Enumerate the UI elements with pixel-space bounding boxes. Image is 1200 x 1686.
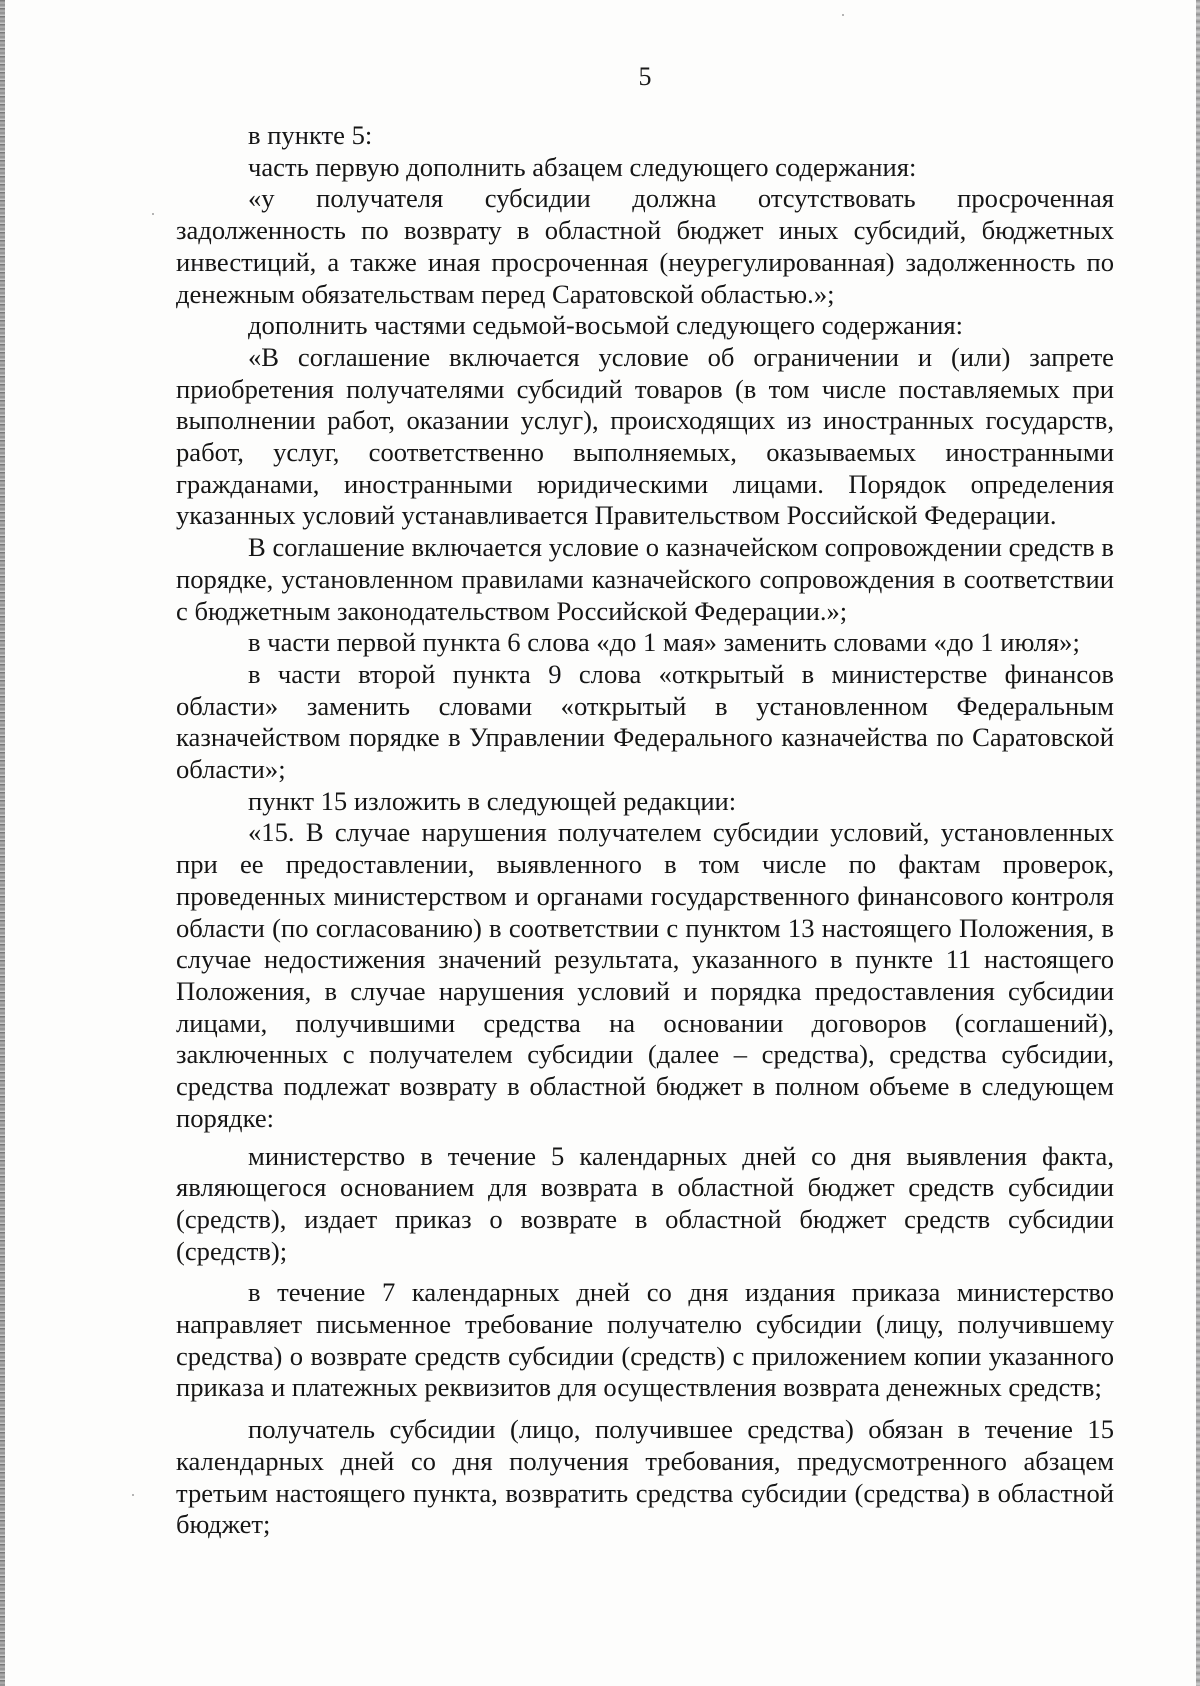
paragraph: получатель субсидии (лицо, получившее средства) обязан в течение 15 календарных дней со дня получения требования, предусмотренного абзацем третьим настоящего пункта, возвратить средства субсидии (средства) в областной бюджет; bbox=[176, 1414, 1114, 1540]
page-number: 5 bbox=[638, 62, 652, 91]
paragraph: в пункте 5: bbox=[248, 120, 373, 150]
paragraph: часть первую дополнить абзацем следующего содержания: bbox=[248, 151, 917, 182]
scan-edge-left bbox=[0, 0, 5, 1686]
paragraph: пункт 15 изложить в следующей редакции: bbox=[248, 785, 737, 816]
paragraph: «15. В случае нарушения получателем субсидии условий, установленных при ее предоставлении, выявленного в том числе по фактам проверок, проведенных министерством и органами государственного финансового контроля области (по согласованию) в соответствии с пунктом 13 настоящего Положения, в случае недостижения значений результата, указанного в пункте 11 настоящего Положения, в случае нарушения условий и порядка предоставления субсидии лицами, получившими средства на основании договоров (соглашений), заключенных с получателем субсидии (далее – средства), средства субсидии, средства подлежат возврату в областной бюджет в полном объеме в следующем порядке: bbox=[176, 817, 1114, 1133]
paragraph: в части первой пункта 6 слова «до 1 мая» заменить словами «до 1 июля»; bbox=[248, 627, 1080, 658]
paragraph: в части второй пункта 9 слова «открытый в министерстве финансов области» заменить словами «открытый в установленном Федеральным казначейством порядке в Управлении Федерального казначейства по Саратовской области»; bbox=[176, 658, 1114, 785]
paragraph: В соглашение включается условие о казначейском сопровождении средств в порядке, установленном правилами казначейского сопровождения в соответствии с бюджетным законодательством Российской Федерации.»; bbox=[176, 532, 1114, 626]
document-body bbox=[176, 120, 1114, 1541]
scan-speck bbox=[842, 14, 844, 16]
scan-edge-right bbox=[1196, 0, 1200, 1686]
paragraph: в течение 7 календарных дней со дня издания приказа министерство направляет письменное требование получателю субсидии (лицу, получившему средства) о возврате средств субсидии (средств) с приложением копии указанного приказа и платежных реквизитов для осуществления возврата денежных средств; bbox=[176, 1277, 1114, 1403]
paragraph: дополнить частями седьмой-восьмой следующего содержания: bbox=[248, 310, 963, 341]
paragraph: «В соглашение включается условие об ограничении и (или) запрете приобретения получателями субсидий товаров (в том числе поставляемых при выполнении работ, оказании услуг), происходящих из иностранных государств, работ, услуг, соответственно выполняемых, оказываемых иностранными гражданами, иностранными юридическими лицами. Порядок определения указанных условий устанавливается Правительством Российской Федерации. bbox=[176, 341, 1114, 531]
paragraph: «у получателя субсидии должна отсутствовать просроченная задолженность по возврату в областной бюджет иных субсидий, бюджетных инвестиций, а также иная просроченная (неурегулированная) задолженность по денежным обязательствам перед Саратовской областью.»; bbox=[176, 183, 1114, 309]
scan-speck bbox=[152, 213, 154, 215]
paragraph: министерство в течение 5 календарных дней со дня выявления факта, являющегося основанием для возврата в областной бюджет средств субсидии (средств), издает приказ о возврате в областной бюджет средств субсидии (средств); bbox=[176, 1140, 1114, 1266]
scan-speck bbox=[132, 1494, 134, 1496]
